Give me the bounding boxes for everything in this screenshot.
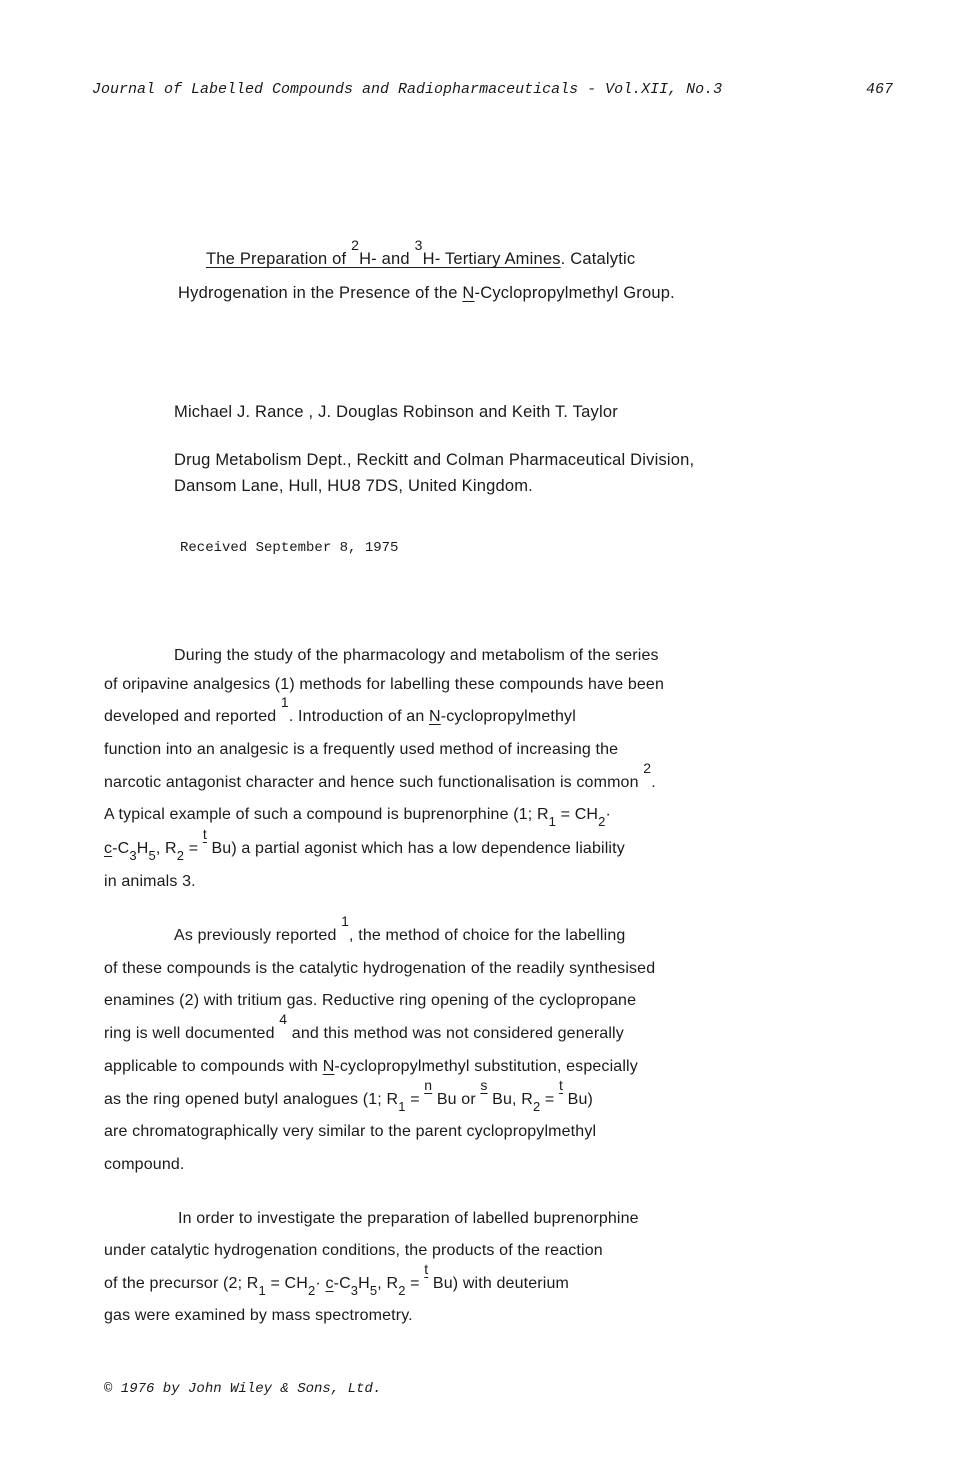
text-line: as the ring opened butyl analogues (1; $R_1 = n$ Bu or s Bu, $R_2 = t$ Bu) [104, 1077, 594, 1114]
text-line: of the precursor (2; $R_1 = CH_2\cdot c-C_3H_5$, $R_2 = t$ Bu) with deuterium [104, 1261, 569, 1298]
text-line: applicable to compounds with N-cyclopropylmethyl substitution, especially [104, 1058, 638, 1075]
text-line: During the study of the pharmacology and metabolism of the series [174, 647, 659, 664]
text-line: In order to investigate the preparation of labelled buprenorphine [178, 1210, 639, 1227]
text-line: under catalytic hydrogenation conditions, the products of the reaction [104, 1242, 603, 1259]
text-line: ring is well documented 4 and this method was not considered generally [104, 1011, 624, 1042]
text-line: A typical example of such a compound is buprenorphine (1; $R_1 = CH_2\cdot$ [104, 806, 612, 829]
text-line: of oripavine analgesics (1) methods for labelling these compounds have been [104, 676, 665, 693]
text-line: enamines (2) with tritium gas. Reductive ring opening of the cyclopropane [104, 992, 637, 1009]
affiliation-line-2: Dansom Lane, Hull, HU8 7DS, United Kingdom. [174, 477, 533, 495]
copyright-footer: © 1976 by John Wiley & Sons, Ltd. [104, 1381, 382, 1397]
affiliation-line-1: Drug Metabolism Dept., Reckitt and Colman Pharmaceutical Division, [174, 451, 695, 469]
authors: Michael J. Rance , J. Douglas Robinson and Keith T. Taylor [174, 403, 618, 421]
text-line: of these compounds is the catalytic hydrogenation of the readily synthesised [104, 960, 656, 977]
text-line: in animals 3. [104, 873, 196, 890]
text-line: narcotic antagonist character and hence such functionalisation is common 2. [104, 760, 656, 791]
received-date: Received September 8, 1975 [180, 540, 399, 556]
page-number: 467 [866, 81, 894, 98]
paper-title-line-2: Hydrogenation in the Presence of the N-Cyclopropylmethyl Group. [178, 284, 675, 302]
paper-title-line-1: The Preparation of $^2$H- and $^3$H- Tertiary Amines. Catalytic [206, 237, 636, 268]
text-line: $c-C_3H_5$, $R_2 = t$ Bu) a partial agonist which has a low dependence liability [104, 826, 625, 863]
text-line: As previously reported 1, the method of choice for the labelling [174, 913, 626, 944]
text-line: function into an analgesic is a frequently used method of increasing the [104, 741, 619, 758]
journal-header: Journal of Labelled Compounds and Radiopharmaceuticals - Vol.XII, No.3 [92, 81, 723, 98]
text-line: developed and reported 1. Introduction of an N-cyclopropylmethyl [104, 694, 576, 725]
text-line: compound. [104, 1156, 185, 1173]
text-line: gas were examined by mass spectrometry. [104, 1307, 413, 1324]
text-line: are chromatographically very similar to the parent cyclopropylmethyl [104, 1123, 597, 1140]
